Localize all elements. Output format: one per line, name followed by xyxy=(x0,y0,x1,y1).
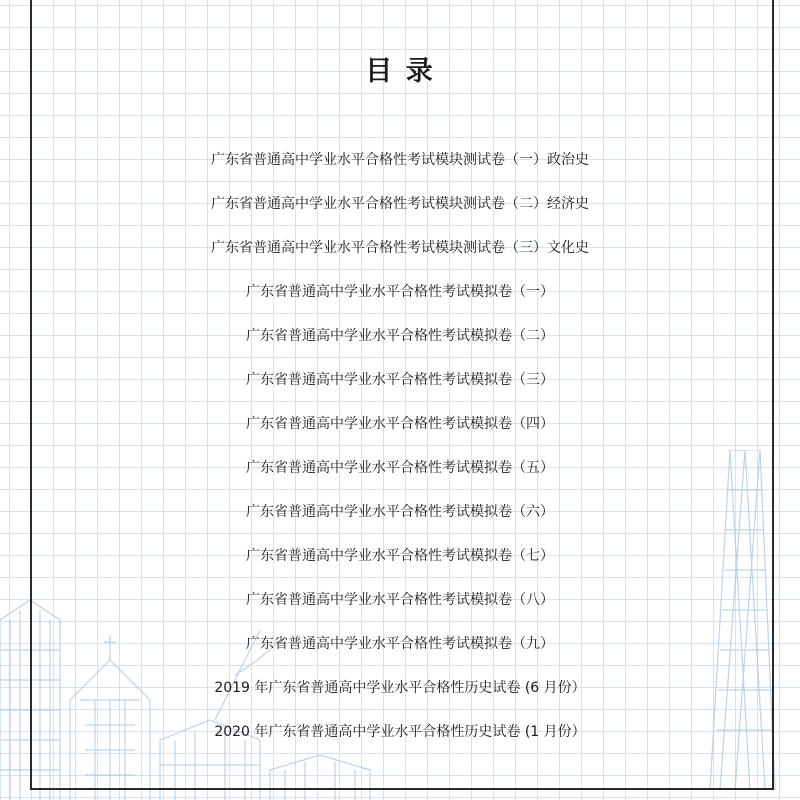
toc-item[interactable]: 广东省普通高中学业水平合格性考试模拟卷（七） xyxy=(246,548,554,564)
toc-item[interactable]: 广东省普通高中学业水平合格性考试模拟卷（五） xyxy=(246,460,554,476)
toc-item[interactable]: 广东省普通高中学业水平合格性考试模拟卷（二） xyxy=(246,328,554,344)
toc-item[interactable]: 广东省普通高中学业水平合格性考试模拟卷（九） xyxy=(246,636,554,652)
toc-item[interactable]: 2020 年广东省普通高中学业水平合格性历史试卷 (1 月份） xyxy=(214,724,586,740)
toc-item[interactable]: 广东省普通高中学业水平合格性考试模拟卷（四） xyxy=(246,416,554,432)
toc-item[interactable]: 广东省普通高中学业水平合格性考试模拟卷（八） xyxy=(246,592,554,608)
page-title: 目 录 xyxy=(365,56,435,87)
toc-item[interactable]: 广东省普通高中学业水平合格性考试模拟卷（三） xyxy=(246,372,554,388)
toc-item[interactable]: 广东省普通高中学业水平合格性考试模拟卷（六） xyxy=(246,504,554,520)
toc-item[interactable]: 2019 年广东省普通高中学业水平合格性历史试卷 (6 月份） xyxy=(214,680,586,696)
toc-item[interactable]: 广东省普通高中学业水平合格性考试模块测试卷（二）经济史 xyxy=(211,196,589,212)
toc-item[interactable]: 广东省普通高中学业水平合格性考试模拟卷（一） xyxy=(246,284,554,300)
table-of-contents xyxy=(0,138,800,754)
toc-item[interactable]: 广东省普通高中学业水平合格性考试模块测试卷（三）文化史 xyxy=(211,240,589,256)
toc-item[interactable]: 广东省普通高中学业水平合格性考试模块测试卷（一）政治史 xyxy=(211,152,589,168)
